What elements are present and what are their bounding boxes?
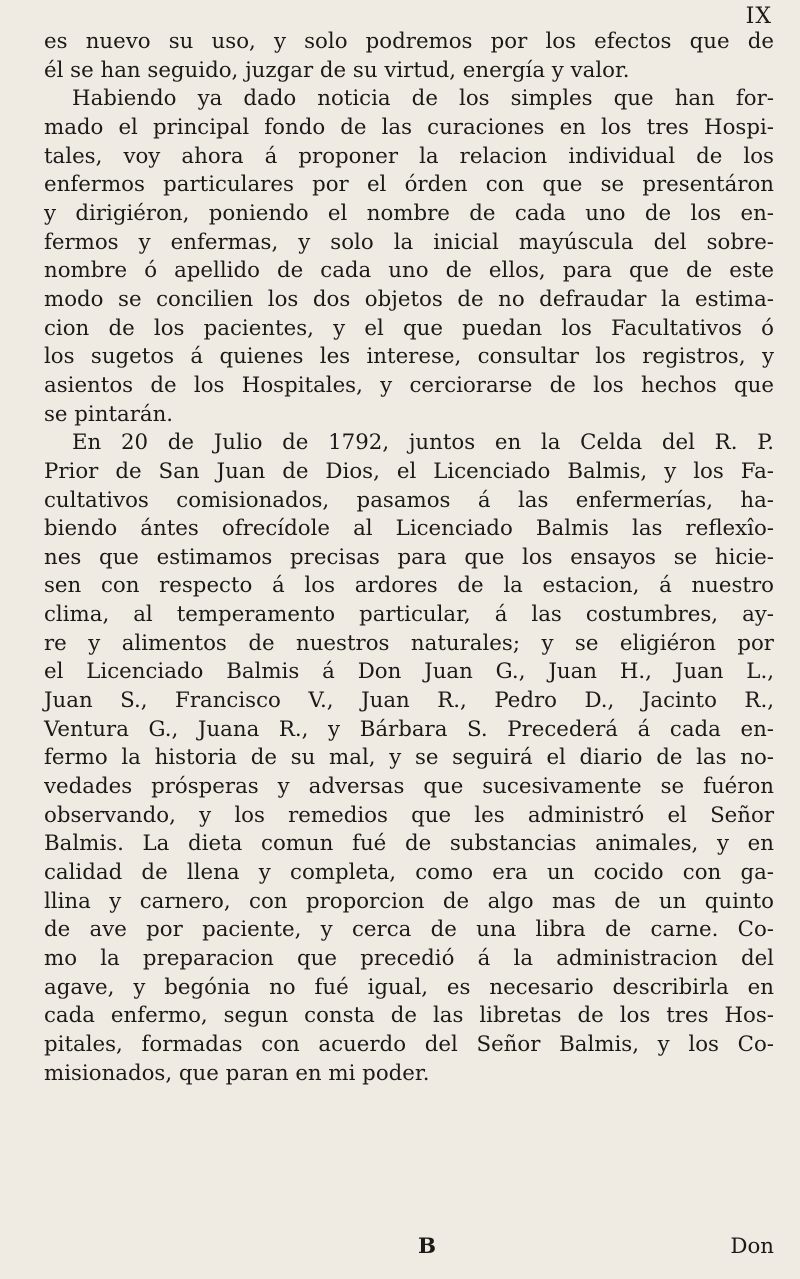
text-line: vedades prósperas y adversas que sucesivamente se fuéron <box>44 774 774 800</box>
text-line: Habiendo ya dado noticia de los simples que han for- <box>72 86 774 112</box>
text-line: enfermos particulares por el órden con que se presentáron <box>44 172 774 198</box>
text-line: los sugetos á quienes les interese, consultar los registros, y <box>44 344 774 370</box>
text-line: tales, voy ahora á proponer la relacion individual de los <box>44 143 774 169</box>
text-line: misionados, que paran en mi poder. <box>44 1060 430 1086</box>
text-line: Ventura G., Juana R., y Bárbara S. Precederá á cada en- <box>44 716 774 742</box>
text-line: nombre ó apellido de cada uno de ellos, para que de este <box>44 258 774 284</box>
text-line: él se han seguido, juzgar de su virtud, energía y valor. <box>44 57 630 83</box>
text-line: re y alimentos de nuestros naturales; y se eligiéron por <box>44 630 774 656</box>
text-line: y dirigiéron, poniendo el nombre de cada uno de los en- <box>44 200 774 226</box>
text-line: modo se concilien los dos objetos de no defraudar la estima- <box>44 286 774 312</box>
catchword: Don <box>730 1234 774 1259</box>
text-line: nes que estimamos precisas para que los ensayos se hicie- <box>44 544 774 570</box>
text-line: biendo ántes ofrecídole al Licenciado Balmis las reflexîo- <box>44 516 774 542</box>
text-line: asientos de los Hospitales, y cerciorarse de los hechos que <box>44 372 774 398</box>
text-line: mo la preparacion que precedió á la administracion del <box>44 946 774 971</box>
text-line: En 20 de Julio de 1792, juntos en la Celda del R. P. <box>72 430 774 456</box>
body-text <box>44 28 774 1088</box>
page-number: IX <box>745 4 772 29</box>
text-line: fermo la historia de su mal, y se seguirá el diario de las no- <box>44 745 774 771</box>
text-line: sen con respecto á los ardores de la estacion, á nuestro <box>44 573 774 599</box>
text-line: se pintarán. <box>44 401 174 427</box>
text-line: agave, y begónia no fué igual, es necesario describirla en <box>44 974 774 1000</box>
signature-mark: B <box>418 1234 437 1259</box>
text-line: Balmis. La dieta comun fué de substancias animales, y en <box>44 831 774 857</box>
text-line: pitales, formadas con acuerdo del Señor Balmis, y los Co- <box>44 1031 774 1057</box>
text-line: Juan S., Francisco V., Juan R., Pedro D., Jacinto R., <box>44 688 774 714</box>
text-line: cada enfermo, segun consta de las libretas de los tres Hos- <box>44 1003 774 1029</box>
text-line: llina y carnero, con proporcion de algo mas de un quinto <box>44 888 774 914</box>
text-line: Prior de San Juan de Dios, el Licenciado Balmis, y los Fa- <box>44 458 774 484</box>
text-line: cion de los pacientes, y el que puedan los Facultativos ó <box>44 315 774 341</box>
text-line: cultativos comisionados, pasamos á las enfermerías, ha- <box>44 487 774 513</box>
text-line: observando, y los remedios que les administró el Señor <box>44 802 774 828</box>
text-line: de ave por paciente, y cerca de una libra de carne. Co- <box>44 917 774 943</box>
text-line: el Licenciado Balmis á Don Juan G., Juan H., Juan L., <box>44 659 774 685</box>
text-line: calidad de llena y completa, como era un cocido con ga- <box>44 860 774 886</box>
text-line: es nuevo su uso, y solo podremos por los efectos que de <box>44 29 774 54</box>
text-line: clima, al temperamento particular, á las costumbres, ay- <box>44 602 774 628</box>
text-line: fermos y enfermas, y solo la inicial mayúscula del sobre- <box>44 229 774 255</box>
text-line: mado el principal fondo de las curaciones en los tres Hospi- <box>44 114 774 140</box>
